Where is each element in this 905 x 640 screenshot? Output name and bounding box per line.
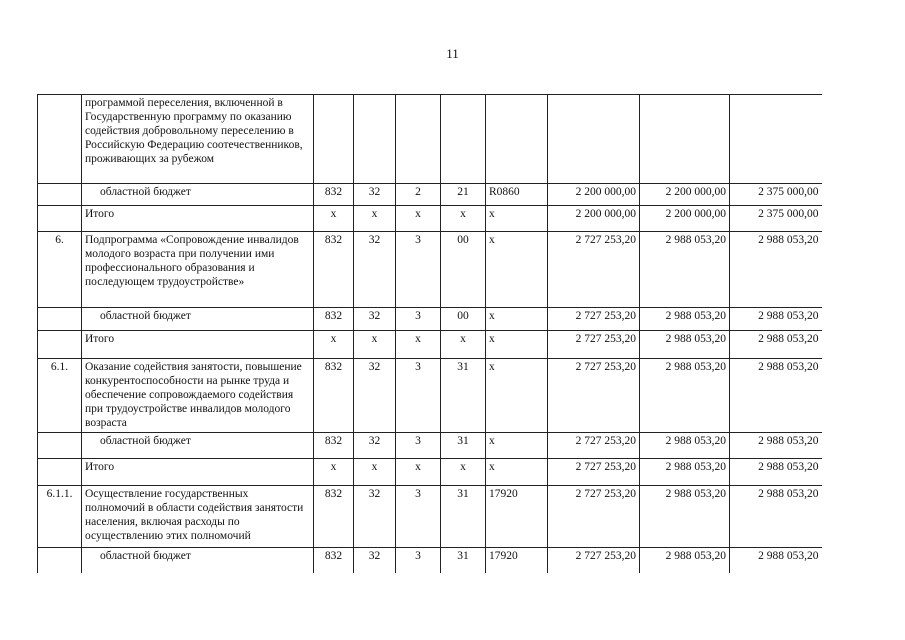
code-program-cell: 32 [354, 433, 396, 459]
code-direction-cell: х [486, 206, 548, 232]
row-number-cell [38, 459, 82, 486]
sum-year-2-cell: 2 988 053,20 [640, 459, 730, 486]
code-direction-cell: х [486, 308, 548, 331]
code-event-cell: 00 [441, 232, 486, 308]
row-number-cell [38, 95, 82, 184]
row-number-cell [38, 184, 82, 206]
code-subprogram-cell: 3 [396, 359, 441, 433]
code-subprogram-cell: 3 [396, 548, 441, 573]
sum-year-1-cell: 2 727 253,20 [548, 459, 640, 486]
sum-year-3-cell: 2 988 053,20 [730, 331, 822, 359]
table-row [38, 308, 822, 331]
row-name-cell: областной бюджет [82, 308, 314, 331]
sum-year-3-cell: 2 988 053,20 [730, 433, 822, 459]
code-ministry-cell: 832 [314, 232, 354, 308]
code-program-cell: 32 [354, 486, 396, 548]
sum-year-3-cell: 2 988 053,20 [730, 308, 822, 331]
sum-year-1-cell: 2 727 253,20 [548, 359, 640, 433]
table-row [38, 359, 822, 433]
sum-year-1-cell: 2 200 000,00 [548, 184, 640, 206]
table-row [38, 331, 822, 359]
code-ministry-cell: х [314, 331, 354, 359]
sum-year-3-cell: 2 988 053,20 [730, 232, 822, 308]
sum-year-1-cell: 2 727 253,20 [548, 548, 640, 573]
sum-year-2-cell: 2 988 053,20 [640, 548, 730, 573]
code-subprogram-cell: 3 [396, 433, 441, 459]
code-event-cell: х [441, 459, 486, 486]
row-number-cell [38, 331, 82, 359]
code-subprogram-cell: 2 [396, 184, 441, 206]
budget-table [37, 94, 822, 573]
sum-year-3-cell: 2 988 053,20 [730, 459, 822, 486]
code-direction-cell: х [486, 359, 548, 433]
code-ministry-cell: 832 [314, 308, 354, 331]
sum-year-2-cell: 2 988 053,20 [640, 331, 730, 359]
code-direction-cell [486, 95, 548, 184]
sum-year-2-cell: 2 200 000,00 [640, 206, 730, 232]
code-ministry-cell: 832 [314, 359, 354, 433]
row-name-cell: Осуществление государственных полномочий в области содействия занятости населения, включая расходы по осуществлению этих полномочий [82, 486, 314, 548]
code-program-cell: 32 [354, 548, 396, 573]
table-row [38, 459, 822, 486]
sum-year-2-cell [640, 95, 730, 184]
code-subprogram-cell: х [396, 206, 441, 232]
code-event-cell: 31 [441, 548, 486, 573]
row-number-cell: 6.1.1. [38, 486, 82, 548]
code-event-cell: 31 [441, 359, 486, 433]
sum-year-1-cell: 2 200 000,00 [548, 206, 640, 232]
sum-year-3-cell: 2 988 053,20 [730, 486, 822, 548]
row-name-cell: областной бюджет [82, 184, 314, 206]
code-program-cell: 32 [354, 232, 396, 308]
code-ministry-cell [314, 95, 354, 184]
row-name-cell: Оказание содействия занятости, повышение конкурентоспособности на рынке труда и обеспечение сопровождаемого содействия при трудоустройстве инвалидов молодого возраста [82, 359, 314, 433]
code-subprogram-cell: 3 [396, 308, 441, 331]
row-name-cell: Подпрограмма «Сопровождение инвалидов молодого возраста при получении ими профессионального образования и последующем трудоустройстве» [82, 232, 314, 308]
code-program-cell: 32 [354, 184, 396, 206]
code-ministry-cell: 832 [314, 433, 354, 459]
sum-year-2-cell: 2 988 053,20 [640, 433, 730, 459]
code-direction-cell: х [486, 331, 548, 359]
table-row [38, 95, 822, 184]
code-direction-cell: х [486, 459, 548, 486]
code-subprogram-cell [396, 95, 441, 184]
code-event-cell: х [441, 206, 486, 232]
sum-year-3-cell: 2 988 053,20 [730, 359, 822, 433]
row-name-cell: Итого [82, 459, 314, 486]
table-row [38, 486, 822, 548]
code-ministry-cell: 832 [314, 486, 354, 548]
code-program-cell: 32 [354, 308, 396, 331]
code-event-cell: 31 [441, 486, 486, 548]
sum-year-2-cell: 2 988 053,20 [640, 308, 730, 331]
code-direction-cell: 17920 [486, 548, 548, 573]
code-subprogram-cell: х [396, 459, 441, 486]
sum-year-3-cell: 2 375 000,00 [730, 184, 822, 206]
row-number-cell: 6. [38, 232, 82, 308]
code-ministry-cell: 832 [314, 548, 354, 573]
code-direction-cell: х [486, 433, 548, 459]
sum-year-2-cell: 2 200 000,00 [640, 184, 730, 206]
code-program-cell [354, 95, 396, 184]
code-event-cell: 00 [441, 308, 486, 331]
code-subprogram-cell: 3 [396, 486, 441, 548]
code-event-cell: 21 [441, 184, 486, 206]
code-subprogram-cell: 3 [396, 232, 441, 308]
sum-year-1-cell: 2 727 253,20 [548, 433, 640, 459]
row-number-cell [38, 433, 82, 459]
table-row [38, 232, 822, 308]
table-row [38, 184, 822, 206]
sum-year-3-cell [730, 95, 822, 184]
row-number-cell [38, 548, 82, 573]
row-number-cell [38, 206, 82, 232]
sum-year-1-cell: 2 727 253,20 [548, 331, 640, 359]
table-row [38, 548, 822, 573]
code-direction-cell: х [486, 232, 548, 308]
code-ministry-cell: 832 [314, 184, 354, 206]
code-ministry-cell: х [314, 206, 354, 232]
row-name-cell: областной бюджет [82, 548, 314, 573]
code-program-cell: х [354, 459, 396, 486]
code-program-cell: х [354, 331, 396, 359]
code-direction-cell: 17920 [486, 486, 548, 548]
sum-year-3-cell: 2 375 000,00 [730, 206, 822, 232]
row-number-cell: 6.1. [38, 359, 82, 433]
code-program-cell: 32 [354, 359, 396, 433]
code-event-cell: 31 [441, 433, 486, 459]
code-direction-cell: R0860 [486, 184, 548, 206]
sum-year-2-cell: 2 988 053,20 [640, 232, 730, 308]
sum-year-3-cell: 2 988 053,20 [730, 548, 822, 573]
code-ministry-cell: х [314, 459, 354, 486]
sum-year-1-cell: 2 727 253,20 [548, 232, 640, 308]
sum-year-1-cell: 2 727 253,20 [548, 486, 640, 548]
table-row [38, 206, 822, 232]
sum-year-2-cell: 2 988 053,20 [640, 486, 730, 548]
code-program-cell: х [354, 206, 396, 232]
table-row [38, 433, 822, 459]
code-subprogram-cell: х [396, 331, 441, 359]
row-name-cell: Итого [82, 331, 314, 359]
row-name-cell: областной бюджет [82, 433, 314, 459]
code-event-cell: х [441, 331, 486, 359]
row-number-cell [38, 308, 82, 331]
row-name-cell: Итого [82, 206, 314, 232]
sum-year-1-cell [548, 95, 640, 184]
page-number: 11 [446, 46, 459, 61]
code-event-cell [441, 95, 486, 184]
row-name-cell: программой переселения, включенной в Государственную программу по оказанию содействия добровольному переселению в Российскую Федерацию соотечественников, проживающих за рубежом [82, 95, 314, 184]
sum-year-2-cell: 2 988 053,20 [640, 359, 730, 433]
sum-year-1-cell: 2 727 253,20 [548, 308, 640, 331]
